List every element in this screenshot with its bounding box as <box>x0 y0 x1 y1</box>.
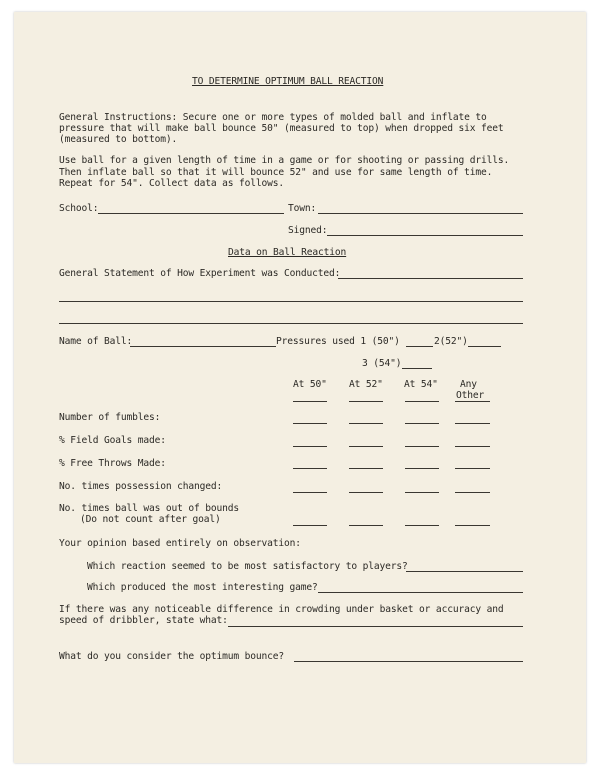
pressure-2-field[interactable] <box>468 346 501 347</box>
cell-possession-50[interactable] <box>293 492 327 493</box>
row-label-field-goals: % Field Goals made: <box>59 435 166 446</box>
answer-optimum-bounce[interactable] <box>294 661 523 662</box>
cell-fumbles-other[interactable] <box>455 423 490 424</box>
instructions-line: Use ball for a given length of time in a game or for shooting or passing drills. <box>59 155 510 166</box>
answer-satisfactory[interactable] <box>406 571 523 572</box>
header-rule <box>455 401 490 402</box>
cell-free-throws-other[interactable] <box>455 468 490 469</box>
question-interesting: Which produced the most interesting game? <box>87 582 318 593</box>
town-label: Town: <box>288 203 317 214</box>
question-optimum-bounce: What do you consider the optimum bounce? <box>59 651 285 662</box>
section-heading: Data on Ball Reaction <box>228 247 347 258</box>
column-header-52: At 52" <box>349 379 383 390</box>
column-header-50: At 50" <box>293 379 327 390</box>
general-statement-field[interactable] <box>338 278 523 279</box>
cell-fumbles-52[interactable] <box>349 423 383 424</box>
header-rule <box>293 401 327 402</box>
question-satisfactory: Which reaction seemed to be most satisfactory to players? <box>87 561 408 572</box>
answer-interesting[interactable] <box>318 592 523 593</box>
cell-possession-52[interactable] <box>349 492 383 493</box>
town-field[interactable] <box>318 213 523 214</box>
general-statement-label: General Statement of How Experiment was Conducted: <box>59 268 341 279</box>
header-rule <box>349 401 383 402</box>
cell-out-of-bounds-50[interactable] <box>293 525 327 526</box>
cell-field-goals-54[interactable] <box>405 446 439 447</box>
row-label-out-of-bounds-note: (Do not count after goal) <box>80 514 221 525</box>
ball-name-field[interactable] <box>130 346 276 347</box>
row-label-out-of-bounds: No. times ball was out of bounds <box>59 503 240 514</box>
answer-crowding[interactable] <box>228 626 523 627</box>
school-field[interactable] <box>98 213 284 214</box>
cell-possession-54[interactable] <box>405 492 439 493</box>
school-label: School: <box>59 203 99 214</box>
column-header-other: Other <box>456 390 485 401</box>
signed-field[interactable] <box>327 235 523 236</box>
cell-free-throws-52[interactable] <box>349 468 383 469</box>
column-header-54: At 54" <box>404 379 438 390</box>
pressures-label: Pressures used 1 (50") <box>276 336 400 347</box>
instructions-line: Repeat for 54". Collect data as follows. <box>59 178 285 189</box>
pressure-3-field[interactable] <box>402 368 432 369</box>
cell-free-throws-54[interactable] <box>405 468 439 469</box>
cell-out-of-bounds-54[interactable] <box>405 525 439 526</box>
cell-field-goals-52[interactable] <box>349 446 383 447</box>
row-label-free-throws: % Free Throws Made: <box>59 458 166 469</box>
instructions-line: Then inflate ball so that it will bounce 52" and use for same length of time. <box>59 167 493 178</box>
pressure-3-label: 3 (54") <box>362 358 402 369</box>
ball-name-label: Name of Ball: <box>59 336 133 347</box>
instructions-line: (measured to bottom). <box>59 134 178 145</box>
cell-field-goals-other[interactable] <box>455 446 490 447</box>
cell-free-throws-50[interactable] <box>293 468 327 469</box>
question-crowding-line-2: speed of dribbler, state what: <box>59 615 228 626</box>
page-title: TO DETERMINE OPTIMUM BALL REACTION <box>192 76 384 87</box>
pressure-1-field[interactable] <box>406 346 433 347</box>
opinion-intro: Your opinion based entirely on observation: <box>59 538 301 549</box>
question-crowding-line-1: If there was any noticeable difference in crowding under basket or accuracy and <box>59 604 504 615</box>
general-statement-line-2[interactable] <box>59 301 523 302</box>
cell-out-of-bounds-52[interactable] <box>349 525 383 526</box>
row-label-fumbles: Number of fumbles: <box>59 412 161 423</box>
column-header-any: Any <box>460 379 477 390</box>
cell-fumbles-54[interactable] <box>405 423 439 424</box>
instructions-line: General Instructions: Secure one or more types of molded ball and inflate to <box>59 112 487 123</box>
row-label-possession: No. times possession changed: <box>59 481 223 492</box>
instructions-line: pressure that will make ball bounce 50" (measured to top) when dropped six feet <box>59 123 504 134</box>
cell-fumbles-50[interactable] <box>293 423 327 424</box>
cell-field-goals-50[interactable] <box>293 446 327 447</box>
pressure-2-label: 2(52") <box>434 336 468 347</box>
general-statement-line-3[interactable] <box>59 323 523 324</box>
cell-possession-other[interactable] <box>455 492 490 493</box>
signed-label: Signed: <box>288 225 328 236</box>
header-rule <box>405 401 439 402</box>
cell-out-of-bounds-other[interactable] <box>455 525 490 526</box>
